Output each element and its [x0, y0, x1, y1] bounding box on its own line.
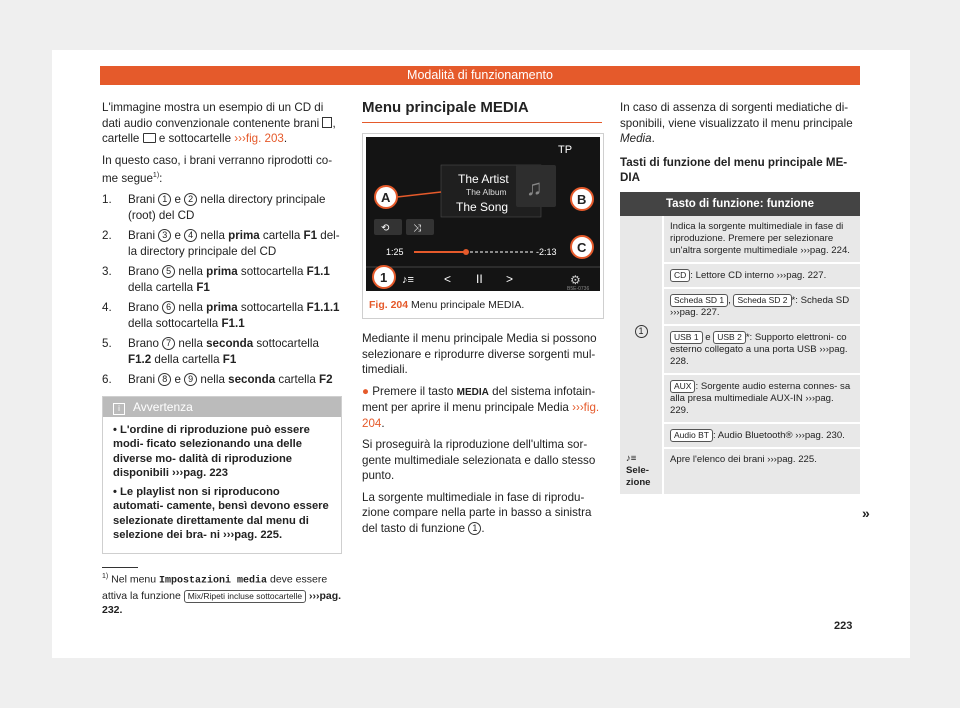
list-item: 1. Brani 1 e 2 nella directory principale (root) del CD [102, 193, 326, 222]
page-number: 223 [834, 620, 853, 632]
table-cell: CD : Lettore CD interno ›››pag. 227. [663, 263, 860, 288]
table-cell: AUX : Sorgente audio esterna connes- sa alla presa multimediale AUX-IN ›››pag. 229. [663, 374, 860, 423]
warning-header: i Avvertenza [103, 397, 341, 417]
warning-item: • Le playlist non si riproducono automati- camente, bensì devono essere selezionate direttamente dal menu di selezione dei bra- ni ›››pag. 225. [113, 485, 329, 542]
paragraph: In caso di assenza di sorgenti mediatiche di- sponibili, viene visualizzato il menu principale Media. [620, 101, 853, 145]
figure-caption: Fig. 204 Menu principale MEDIA. [369, 298, 525, 311]
image-code: B5E-0736 [567, 285, 590, 291]
table-cell: USB 1 e USB 2 *: Supporto elettroni- co esterno collegato a una porta USB ›››pag. 228. [663, 325, 860, 374]
table-subtitle: Tasti di funzione del menu principale ME- DIA [620, 155, 848, 184]
shuffle-icon: ⤨ [413, 222, 421, 234]
list-item: 5. Brano 7 nella seconda sottocartella F1.2 della cartella F1 [102, 337, 319, 366]
album-text: The Album [466, 186, 507, 197]
music-note-icon: ♫ [526, 174, 543, 200]
repeat-icon: ⟲ [381, 222, 390, 234]
progress-handle [463, 249, 469, 255]
table-header: Tasto di funzione: funzione [620, 192, 860, 216]
svg-text:1: 1 [380, 269, 388, 285]
infotainment-screen [366, 137, 600, 291]
table-cell: Apre l'elenco dei brani ›››pag. 225. [663, 448, 860, 494]
fig-link[interactable]: ›››fig. 203 [234, 132, 284, 145]
cd-key: CD [670, 269, 690, 282]
svg-text:B: B [577, 191, 587, 207]
table-cell: Audio BT : Audio Bluetooth® ›››pag. 230. [663, 423, 860, 448]
list-item: 4. Brano 6 nella prima sottocartella F1.1.1 della sottocartella F1.1 [102, 301, 340, 330]
function-table [620, 192, 860, 494]
settings-gear-icon: ⚙ [570, 272, 581, 287]
folder-icon [143, 133, 156, 143]
table-cell: Scheda SD 1 , Scheda SD 2 *: Scheda SD ›››pag. 227. [663, 288, 860, 325]
table-key-cell: 1 [620, 216, 663, 448]
paragraph: Mediante il menu principale Media si possono selezionare e riprodurre diverse sorgenti mul- timediali. [362, 332, 597, 376]
paragraph: Si proseguirà la riproduzione dell'ultima sor- gente multimediale selezionata e dallo stesso punto. [362, 438, 596, 482]
tp-indicator: TP [558, 143, 573, 156]
footnote-rule [102, 567, 138, 568]
column-left [102, 100, 342, 554]
column-right [620, 100, 860, 494]
column-middle [362, 100, 602, 542]
time-remaining: -2:13 [536, 246, 557, 257]
table-key-cell: ♪≡ Sele- zione [620, 448, 663, 494]
figure-204 [362, 133, 604, 320]
svg-text:C: C [577, 239, 587, 255]
song-text: The Song [456, 199, 509, 214]
list-item: 3. Brano 5 nella prima sottocartella F1.1 della cartella F1 [102, 265, 330, 294]
footnote-key: Mix/Ripeti incluse sottocartelle [184, 590, 306, 603]
table-cell: Indica la sorgente multimediale in fase di riproduzione. Premere per selezionare un'altra sorgente multimediale ›››pag. 224. [663, 216, 860, 263]
artist-text: The Artist [458, 171, 509, 186]
intro-paragraph: L'immagine mostra un esempio di un CD di dati audio convenzionale contenente brani , cartelle e sottocartelle ›››fig. 203. [102, 101, 336, 145]
warning-box [102, 396, 342, 554]
list-item: 2. Brani 3 e 4 nella prima cartella F1 del- la directory principale del CD [102, 229, 340, 258]
list-item: 6. Brani 8 e 9 nella seconda cartella F2 [102, 373, 333, 387]
warning-item: • L'ordine di riproduzione può essere modi- ficato selezionando una delle diverse mo- dalità di riproduzione disponibili ›››pag. 223 [113, 423, 310, 480]
svg-text:A: A [381, 189, 391, 205]
section-title: Menu principale MEDIA [362, 100, 602, 123]
info-icon: i [113, 403, 125, 415]
media-key: MEDIA [456, 386, 489, 398]
fig-link[interactable]: ›››fig. 204 [362, 401, 600, 430]
time-elapsed: 1:25 [386, 246, 404, 257]
track-icon [322, 117, 332, 128]
paragraph: La sorgente multimediale in fase di riprodu- zione compare nella parte in basso a sinistra del tasto di funzione 1 . [362, 490, 592, 535]
pause-icon: II [476, 271, 483, 286]
play-order-list [102, 192, 342, 388]
continue-mark: » [862, 505, 870, 521]
selection-icon: ♪≡ [402, 273, 414, 286]
page-header: Modalità di funzionamento [100, 66, 860, 85]
footnote: $^{1)}$ Nel menu Impostazioni media deve essere attiva la funzione Mix/Ripeti incluse sottocartelle ›››pag. 232. [102, 573, 342, 616]
next-icon: > [506, 271, 514, 286]
paragraph: ● Premere il tasto MEDIA del sistema infotain- ment per aprire il menu principale Media ›››fig. 204. [362, 384, 600, 430]
previous-icon: < [444, 271, 452, 286]
media-screen-illustration [366, 137, 600, 291]
order-paragraph: In questo caso, i brani verranno riprodotti co- me segue$^{1)}$: [102, 153, 333, 185]
